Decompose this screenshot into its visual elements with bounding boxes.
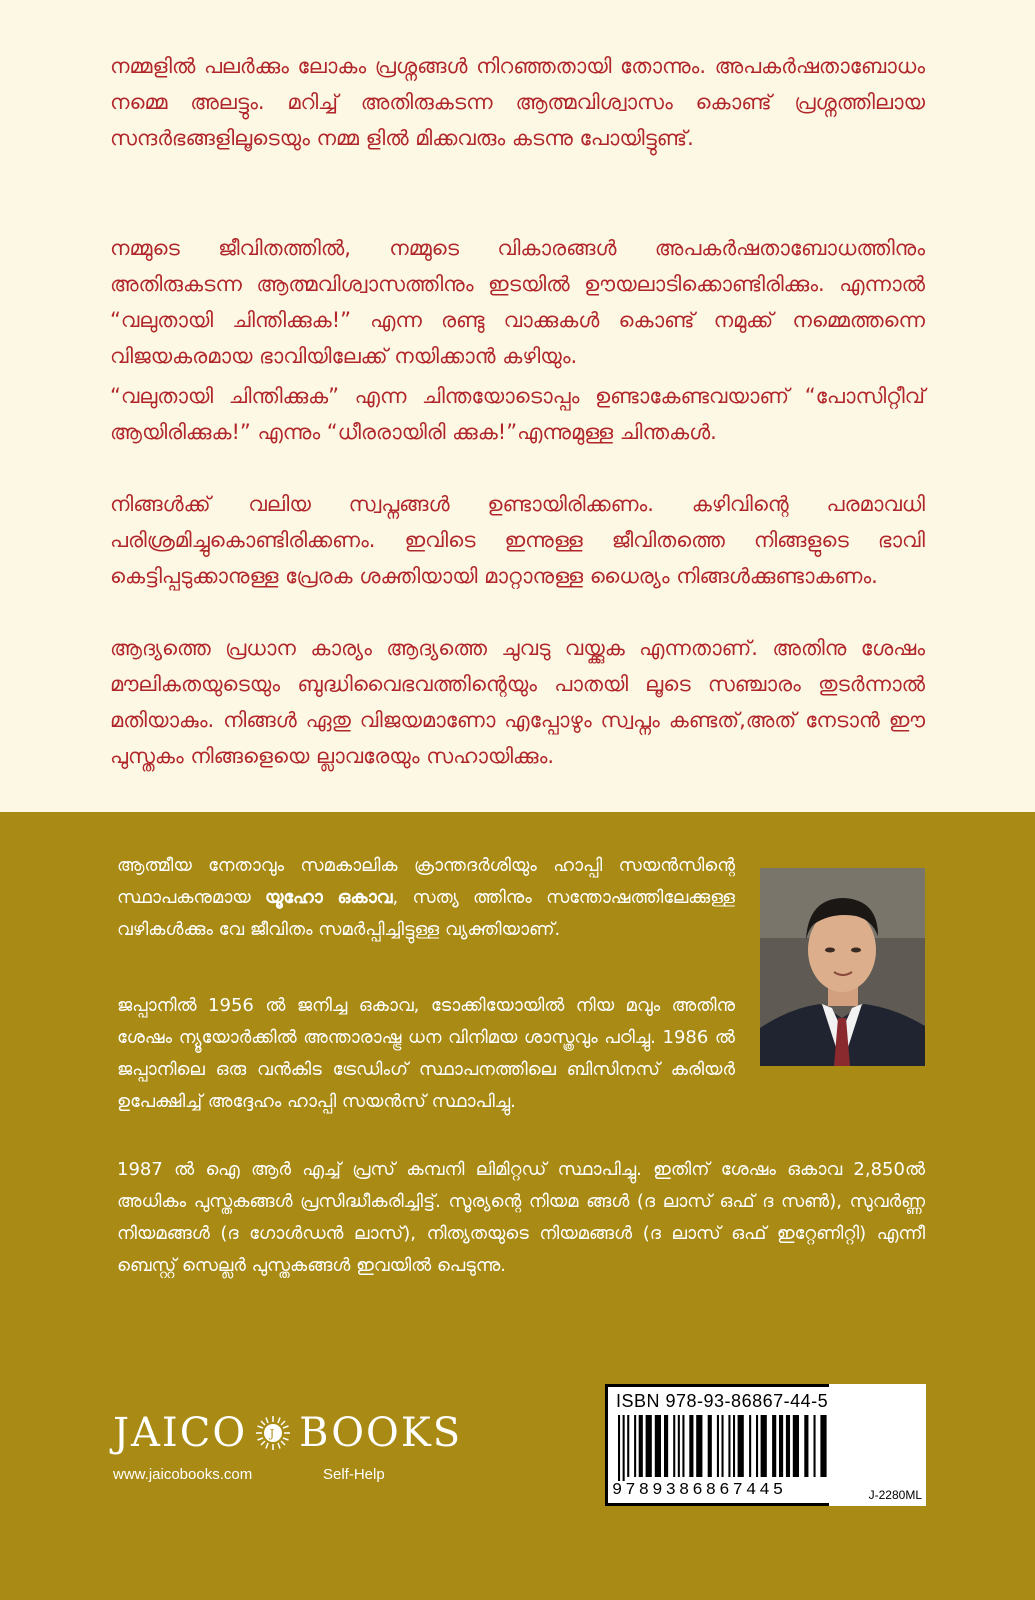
barcode-bar (655, 1415, 661, 1477)
logo-mark-letter: J (269, 1427, 277, 1440)
barcode-bar (664, 1415, 668, 1477)
blurb-paragraph-1: നമ്മളിൽ പലർക്കും ലോകം പ്രശ്നങ്ങൾ നിറഞ്ഞതായി തോന്നും. അപകർഷതാബോധം നമ്മെ അലട്ടും. മറിച്ച് അതിരുകടന്ന ആത്മവിശ്വാസം കൊണ്ട് പ്രശ്നത്തിലായ സന്ദർഭങ്ങളിലൂടെയും നമ്മ ളിൽ മിക്കവരും കടന്നു പോയിട്ടുണ്ട്. (110, 54, 925, 150)
barcode-bar (793, 1415, 799, 1477)
barcode-bar (673, 1415, 675, 1477)
barcode-bar (779, 1415, 783, 1477)
barcode-bar (639, 1415, 643, 1477)
barcode-bar (786, 1415, 790, 1477)
barcode-bar (696, 1415, 702, 1477)
book-category: Self-Help (323, 1466, 385, 1483)
barcode-bar (728, 1415, 730, 1477)
publisher-logo (113, 1410, 462, 1456)
barcode-bar (804, 1415, 808, 1477)
publisher-logo-right: BOOKS (299, 1410, 463, 1456)
catalog-code: J-2280ML (868, 1488, 922, 1502)
barcode-bar (618, 1415, 620, 1481)
barcode-bar (678, 1415, 680, 1477)
author-bio-paragraph-1 (117, 850, 735, 946)
barcode-bar (761, 1415, 767, 1477)
blurb-paragraph-5: ആദ്യത്തെ പ്രധാന കാര്യം ആദ്യത്തെ ചുവടു വയ്ക്കുക എന്നതാണ്. അതിനു ശേഷം മൗലികതയുടെയും ബുദ്ധിവൈഭവത്തിന്റെയും പാതയി ലൂടെ സഞ്ചാരം തുടർന്നാൽ മതിയാകും. നിങ്ങൾ ഏതു വിജയമാണോ എപ്പോഴും സ്വപ്നം കണ്ടത്,അത് നേടാൻ ഈ പുസ്തകം നിങ്ങളെയെ ല്ലാവരേയും സഹായിക്കും. (110, 636, 925, 768)
catalog-code-box (829, 1384, 926, 1506)
barcode-bar (689, 1415, 693, 1477)
barcode-bar (756, 1415, 758, 1477)
barcode-bar (772, 1415, 776, 1477)
barcode-bar (733, 1415, 735, 1477)
blurb-paragraph-3: “വലുതായി ചിന്തിക്കുക” എന്ന ചിന്തയോടൊപ്പം ഉണ്ടാകേണ്ടവയാണ് “പോസിറ്റീവ് ആയിരിക്കുക!” എന്നും “ധീരരായിരി ക്കുക!”എന്നുമുള്ള ചിന്തകൾ. (110, 384, 925, 444)
barcode-bar (708, 1415, 712, 1477)
barcode-bar (722, 1415, 724, 1477)
barcode-bar (814, 1415, 816, 1477)
author-bio-intro: ആത്മീയ നേതാവും സമകാലിക ക്രാന്തദർശിയും ഹാപ്പി സയൻസിന്റെ സ്ഥാപകനുമായ (117, 855, 735, 908)
barcode-bar (627, 1415, 629, 1477)
sun-emblem-icon (255, 1415, 291, 1451)
author-photo (760, 868, 925, 1066)
author-bio-paragraph-3: 1987 ൽ ഐ ആർ എച്ച് പ്രസ് കമ്പനി ലിമിറ്റഡ് സ്ഥാപിച്ചു. ഇതിന് ശേഷം ഒകാവ 2,850ൽ അധികം പുസ്തകങ്ങൾ പ്രസിദ്ധീകരിച്ചിട്ട്. സൂര്യന്റെ നിയമ ങ്ങൾ (ദ ലാസ് ഒഫ് ദ സൺ), സുവർണ്ണ നിയമങ്ങൾ (ദ ഗോൾഡൻ ലാസ്), നിത്യതയുടെ നിയമങ്ങൾ (ദ ലാസ് ഒഫ് ഇറ്റേണിറ്റി) എന്നീ ബെസ്റ്റ് സെല്ലർ പുസ്തകങ്ങൾ ഇവയിൽ പെടുന്നു. (117, 1159, 925, 1276)
barcode-bar (623, 1415, 625, 1481)
barcode-bar (634, 1415, 636, 1477)
author-bio-intro-rest: , സത്യ ത്തിനും സന്തോഷത്തിലേക്കുള്ള വഴികൾക്കും വേ ജീവിതം സമർപ്പിച്ചിട്ടുള്ള വ്യക്തിയാണ്. (117, 887, 735, 940)
barcode-bar (646, 1415, 652, 1477)
barcode-bar (717, 1415, 719, 1477)
barcode-bar (749, 1415, 751, 1477)
publisher-logo-left: JAICO (113, 1410, 248, 1456)
author-portrait-image (760, 868, 925, 1066)
blurb-paragraph-4: നിങ്ങൾക്ക് വലിയ സ്വപ്നങ്ങൾ ഉണ്ടായിരിക്കണം. കഴിവിന്റെ പരമാവധി പരിശ്രമിച്ചുകൊണ്ടിരിക്കണം. ഇവിടെ ഇന്നുള്ള ജീവിതത്തെ നിങ്ങളുടെ ഭാവി കെട്ടിപ്പടുക്കാനുള്ള പ്രേരക ശക്തിയായി മാറ്റാനുള്ള ധൈര്യം നിങ്ങൾക്കുണ്ടാകണം. (110, 492, 925, 588)
barcode-bar (820, 1415, 826, 1477)
author-bio-paragraph-2: ജപ്പാനിൽ 1956 ൽ ജനിച്ച ഒകാവ, ടോക്കിയോയിൽ നിയ മവും അതിനു ശേഷം ന്യൂയോർക്കിൽ അന്താരാഷ്ട്ര ധന വിനിമയ ശാസ്ത്രവും പഠിച്ചു. 1986 ൽ ജപ്പാനിലെ ഒരു വൻകിട ട്രേഡിംഗ് സ്ഥാപനത്തിലെ ബിസിനസ് കരിയർ ഉപേക്ഷിച്ച് അദ്ദേഹം ഹാപ്പി സയൻസ് സ്ഥാപിച്ചു. (117, 995, 735, 1112)
isbn-label: ISBN 978-93-86867-44-5 (616, 1391, 829, 1411)
barcode-bar (682, 1415, 684, 1477)
blurb-paragraph-2: നമ്മുടെ ജീവിതത്തിൽ, നമ്മുടെ വികാരങ്ങൾ അപകർഷതാബോധത്തിനും അതിരുകടന്ന ആത്മവിശ്വാസത്തിനും ഇടയിൽ ഊയലാടിക്കൊണ്ടിരിക്കും. എന്നാൽ “വലുതായി ചിന്തിക്കുക!” എന്ന രണ്ടു വാക്കുകൾ കൊണ്ട് നമുക്ക് നമ്മെത്തന്നെ വിജയകരമായ ഭാവിയിലേക്ക് നയിക്കാൻ കഴിയും. (110, 236, 925, 368)
publisher-website[interactable]: www.jaicobooks.com (113, 1466, 253, 1483)
author-name: യൂഹോ ഒകാവ (264, 887, 393, 908)
barcode-bar (738, 1415, 744, 1477)
ean-number: 9789386867445 (612, 1481, 787, 1500)
